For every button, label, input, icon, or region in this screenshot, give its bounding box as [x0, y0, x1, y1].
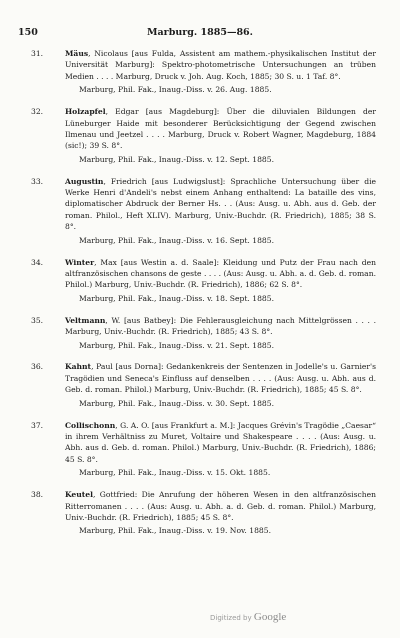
dissertation-note: Marburg, Phil. Fak., Inaug.-Diss. v. 21. Sept. 1885.: [79, 340, 274, 350]
author-surname: Augustin: [65, 176, 104, 186]
entry-text: , Friedrich [aus Ludwigslust]: Sprachliche Untersuchung über die Werke Henri d'Andeli's nebst einem Anhang enthaltend: La bataille des vins, diplomatischer Abdruck der Berner Hs. . . (Aus: Ausg. u. Abh. aus d. Geb. der roman. Philol., Heft XLIV). Marburg, Univ.-Buchdr. (R. Friedrich), 1885; 38 S. 8°.: [65, 176, 376, 232]
entry-number: 36.: [31, 362, 44, 372]
entry-number: 34.: [31, 257, 44, 267]
author-surname: Kahnt: [65, 362, 92, 372]
author-surname: Veltmann: [65, 315, 106, 325]
author-surname: Keutel: [65, 490, 94, 500]
entry-text: , Nicolaus [aus Fulda, Assistent am mathem.-physikalischen Institut der Universität Marburg]: Spektro-photometrische Untersuchungen an trüben Medien . . . . Marburg, Druck v. Joh. Aug. Koch, 1885; 30 S. u. 1 Taf. 8°.: [65, 49, 376, 81]
entry-text: , Edgar [aus Magdeburg]: Über die diluvialen Bildungen der Lüneburger Haide mit besonderer Berücksichtigung der Gegend zwischen Ilmenau und Jeetzel . . . . Marburg, Druck v. Robert Wagner, Magdeburg, 1884 (sic!); 39 S. 8°.: [65, 107, 376, 151]
entry-text: , Gottfried: Die Anrufung der höheren Wesen in den altfranzösischen Ritterromanen . . . . (Aus: Ausg. u. Abh. a. d. Geb. d. roman. Philol.) Marburg, Univ.-Buchdr. (R. Friedrich), 1885; 45 S. 8°.: [65, 490, 376, 522]
entry-text: , G. A. O. [aus Frankfurt a. M.]: Jacques Grévin's Tragödie „Caesar“ in ihrem Verhältniss zu Muret, Voltaire und Shakespeare . . . . (Aus: Ausg. u. Abh. aus d. Geb. d. roman. Philol.) Marburg, Univ.-Buchdr. (R. Friedrich), 1886; 45 S. 8°.: [65, 420, 376, 464]
bibliography-entry: [16, 257, 376, 305]
dissertation-note: Marburg, Phil. Fak., Inaug.-Diss. v. 15. Okt. 1885.: [79, 468, 271, 478]
running-header: Marburg. 1885—86.: [147, 27, 253, 38]
entry-text: , W. [aus Batbey]: Die Fehlerausgleichung nach Mittelgrössen . . . . Marburg, Univ.-Buchdr. (R. Friedrich), 1885; 43 S. 8°.: [65, 315, 376, 337]
entry-number: 32.: [31, 107, 44, 117]
entry-number: 37.: [31, 420, 44, 430]
entry-number: 33.: [31, 176, 44, 186]
google-logo: Google: [253, 611, 287, 623]
bibliography-entry: [16, 48, 376, 96]
entry-number: 31.: [31, 49, 44, 58]
dissertation-note: Marburg, Phil. Fak., Inaug.-Diss. v. 16. Sept. 1885.: [79, 235, 274, 245]
bibliography-entry: [16, 489, 376, 537]
dissertation-note: Marburg, Phil. Fak., Inaug.-Diss. v. 18. Sept. 1885.: [79, 293, 274, 303]
bibliography-entry: [16, 176, 376, 246]
digitized-label: Digitized by: [210, 614, 252, 622]
entry-text: , Max [aus Westin a. d. Saale]: Kleidung und Putz der Frau nach den altfranzösischen chansons de geste . . . . (Aus: Ausg. u. Abh. a. d. Geb. d. roman. Philol.) Marburg, Univ.-Buchdr. (R. Friedrich), 1886; 62 S. 8°.: [65, 257, 376, 290]
bibliography-entry: [16, 361, 376, 409]
entry-list: [16, 48, 376, 547]
bibliography-entry: [16, 106, 376, 165]
dissertation-note: Marburg, Phil. Fak., Inaug.-Diss. v. 19. Nov. 1885.: [79, 526, 271, 536]
bibliography-entry: [16, 420, 376, 479]
digitized-watermark: [210, 611, 286, 623]
author-surname: Mäus: [65, 49, 89, 58]
author-surname: Collischonn: [65, 420, 116, 430]
author-surname: Holzapfel: [65, 107, 106, 117]
page-number: 150: [18, 27, 38, 38]
entry-text: , Paul [aus Dorna]: Gedankenkreis der Sentenzen in Jodelle's u. Garnier's Tragödien und Seneca's Einfluss auf denselben . . . . (Aus: Ausg. u. Abh. aus d. Geb. d. roman. Philol.) Marburg, Univ.-Buchdr. (R. Friedrich), 1885; 45 S. 8°.: [65, 362, 376, 395]
dissertation-note: Marburg, Phil. Fak., Inaug.-Diss. v. 26. Aug. 1885.: [79, 85, 272, 95]
entry-number: 35.: [31, 315, 44, 325]
author-surname: Winter: [65, 257, 95, 267]
dissertation-note: Marburg, Phil. Fak., Inaug.-Diss. v. 30. Sept. 1885.: [79, 398, 274, 408]
dissertation-note: Marburg, Phil. Fak., Inaug.-Diss. v. 12. Sept. 1885.: [79, 154, 274, 164]
entry-number: 38.: [31, 490, 44, 500]
bibliography-entry: [16, 315, 376, 351]
